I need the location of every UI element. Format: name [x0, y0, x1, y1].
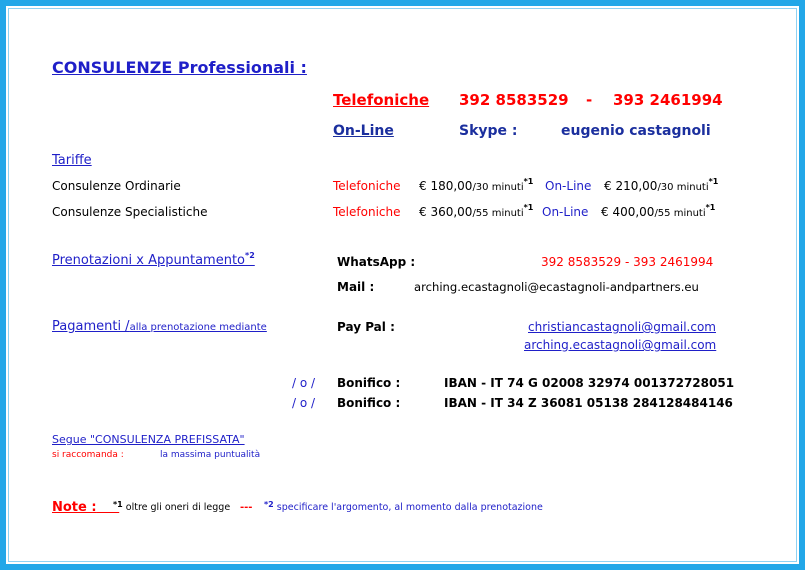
tariffa-tel-label: Telefoniche — [333, 179, 401, 193]
tariffa-online-label: On-Line — [545, 179, 592, 193]
mail-label: Mail : — [337, 280, 375, 294]
or-separator: / o / — [292, 396, 316, 410]
tariffa-online-price: € 400,00/55 minuti$^{*1}$ — [601, 203, 716, 219]
paypal-label: Pay Pal : — [337, 320, 395, 334]
tariffa-name-ordinarie: Consulenze Ordinarie — [52, 179, 181, 193]
note-dash: --- — [240, 502, 253, 513]
online-label: On-Line — [333, 123, 394, 139]
whatsapp-label: WhatsApp : — [337, 255, 416, 269]
bonifico-label: Bonifico : — [337, 396, 401, 410]
skype-label: Skype : — [459, 123, 518, 139]
tariffa-tel-price: € 360,00/55 minuti$^{*1}$ — [419, 203, 534, 219]
tariffa-online-label: On-Line — [542, 205, 589, 219]
tariffa-online-price: € 210,00/30 minuti$^{*1}$ — [604, 177, 719, 193]
puntualita-text: la massima puntualità — [160, 450, 261, 460]
iban-value: IBAN - IT 34 Z 36081 05138 284128484146 — [444, 396, 733, 410]
note-text-1: $^{*1}$ oltre gli oneri di legge — [113, 500, 231, 513]
note-label: Note : — [52, 500, 97, 515]
paypal-email-link[interactable]: arching.ecastagnoli@gmail.com — [524, 338, 717, 352]
phone-2: 393 2461994 — [613, 91, 723, 109]
note-text-2: $^{*2}$ specificare l'argomento, al momento dalla prenotazione — [264, 500, 543, 513]
iban-value: IBAN - IT 74 G 02008 32974 001372728051 — [444, 376, 735, 390]
phone-separator: - — [586, 91, 593, 109]
telefoniche-label: Telefoniche — [333, 91, 430, 109]
raccomanda-label: si raccomanda : — [52, 450, 124, 460]
tariffe-heading: Tariffe — [52, 153, 92, 168]
pagamenti-label: Pagamenti /alla prenotazione mediante — [52, 319, 267, 334]
skype-user: eugenio castagnoli — [561, 123, 711, 139]
tariffa-name-specialistiche: Consulenze Specialistiche — [52, 205, 208, 219]
mail-value[interactable]: arching.ecastagnoli@ecastagnoli-andpartners.eu — [414, 280, 699, 294]
or-separator: / o / — [292, 376, 316, 390]
paypal-email-link[interactable]: christiancastagnoli@gmail.com — [528, 320, 716, 334]
bonifico-label: Bonifico : — [337, 376, 401, 390]
tariffa-tel-label: Telefoniche — [333, 205, 401, 219]
segue-text: Segue "CONSULENZA PREFISSATA" — [52, 433, 245, 446]
prenotazioni-label: Prenotazioni x Appuntamento$^{*2}$ — [52, 251, 255, 268]
phone-1: 392 8583529 — [459, 91, 569, 109]
whatsapp-value: 392 8583529 - 393 2461994 — [541, 255, 714, 269]
page-title: CONSULENZE Professionali : — [52, 58, 307, 77]
tariffa-tel-price: € 180,00/30 minuti$^{*1}$ — [419, 177, 534, 193]
